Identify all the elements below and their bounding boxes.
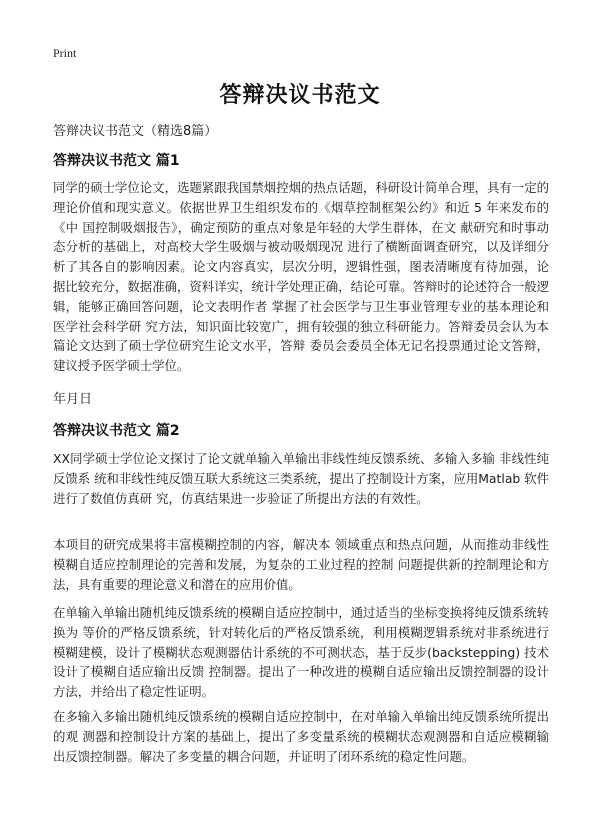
section-heading-1: 答辩决议书范文 篇1 bbox=[53, 153, 180, 169]
section-2-paragraph-2: 本项目的研究成果将丰富模糊控制的内容，解决本 领域重点和热点问题，从而推动非线性模糊自适应控制理论的完善和发展，为复杂的工业过程的控制 问题提供新的控制理论和方法，具有重要的理论意义和潜在的应用价值。 bbox=[53, 537, 549, 592]
section-2-paragraph-1: XX同学硕士学位论文探讨了论文就单输入单输出非线性纯反馈系统、多输入多输 非线性纯反馈系 统和非线性纯反馈互联大系统这三类系统，提出了控制设计方案，应用Matlab 软件进行了数值仿真研 究，仿真结果进一步验证了所提出方法的有效性。 bbox=[53, 451, 549, 506]
section-2-paragraph-4: 在多输入多输出随机纯反馈系统的模糊自适应控制中，在对单输入单输出纯反馈系统所提出的观 测器和控制设计方案的基础上，提出了多变量系统的模糊状态观测器和自适应模糊输出反馈控制器。解决了多变量的耦合问题，并证明了闭环系统的稳定性问题。 bbox=[53, 709, 549, 764]
page-title: 答辩决议书范文 bbox=[219, 83, 381, 108]
document-subtitle: 答辩决议书范文（精选8篇） bbox=[53, 124, 218, 139]
print-label[interactable]: Print bbox=[53, 46, 77, 60]
date-label: 年月日 bbox=[53, 392, 93, 407]
section-1-paragraph-1: 同学的硕士学位论文，选题紧跟我国禁烟控烟的热点话题，科研设计简单合理，具有一定的理论价值和现实意义。依据世界卫生组织发布的《烟草控制框架公约》和近 5 年来发布的《中 国控制吸烟报告》，确定预防的重点对象是年轻的大学生群体，在文 献研究和时事动态分析的基础上，对高校大学生吸烟与被动吸烟现况 进行了横断面调查研究，以及详细分析了其各自的影响因素。论文内容真实，层次分明，逻辑性强，图表清晰度有待加强，论 据比较充分，数据准确，资料详实，统计学处理正确，结论可靠。答辩时的论述符合一般逻辑，能够正确回答问题，论文表明作者 掌握了社会医学与卫生事业管理专业的基本理论和医学社会科学研 究方法，知识面比较宽广，拥有较强的独立科研能力。答辩委员会认为本篇论文达到了硕士学位研究生论文水平，答辩 委员会委员全体无记名投票通过论文答辩，建议授予医学硕士学位。 bbox=[53, 180, 549, 374]
section-heading-2: 答辩决议书范文 篇2 bbox=[53, 423, 180, 439]
section-2-paragraph-3: 在单输入单输出随机纯反馈系统的模糊自适应控制中，通过适当的坐标变换将纯反馈系统转换为 等价的严格反馈系统，针对转化后的严格反馈系统，利用模糊逻辑系统对非系统进行模糊建模，设计了模糊状态观测器估计系统的不可测状态，基于反步(backstepping) 技术设计了模糊自适应输出反馈 控制器。提出了一种改进的模糊自适应输出反馈控制器的设计方法，并给出了稳定性证明。 bbox=[53, 605, 549, 700]
